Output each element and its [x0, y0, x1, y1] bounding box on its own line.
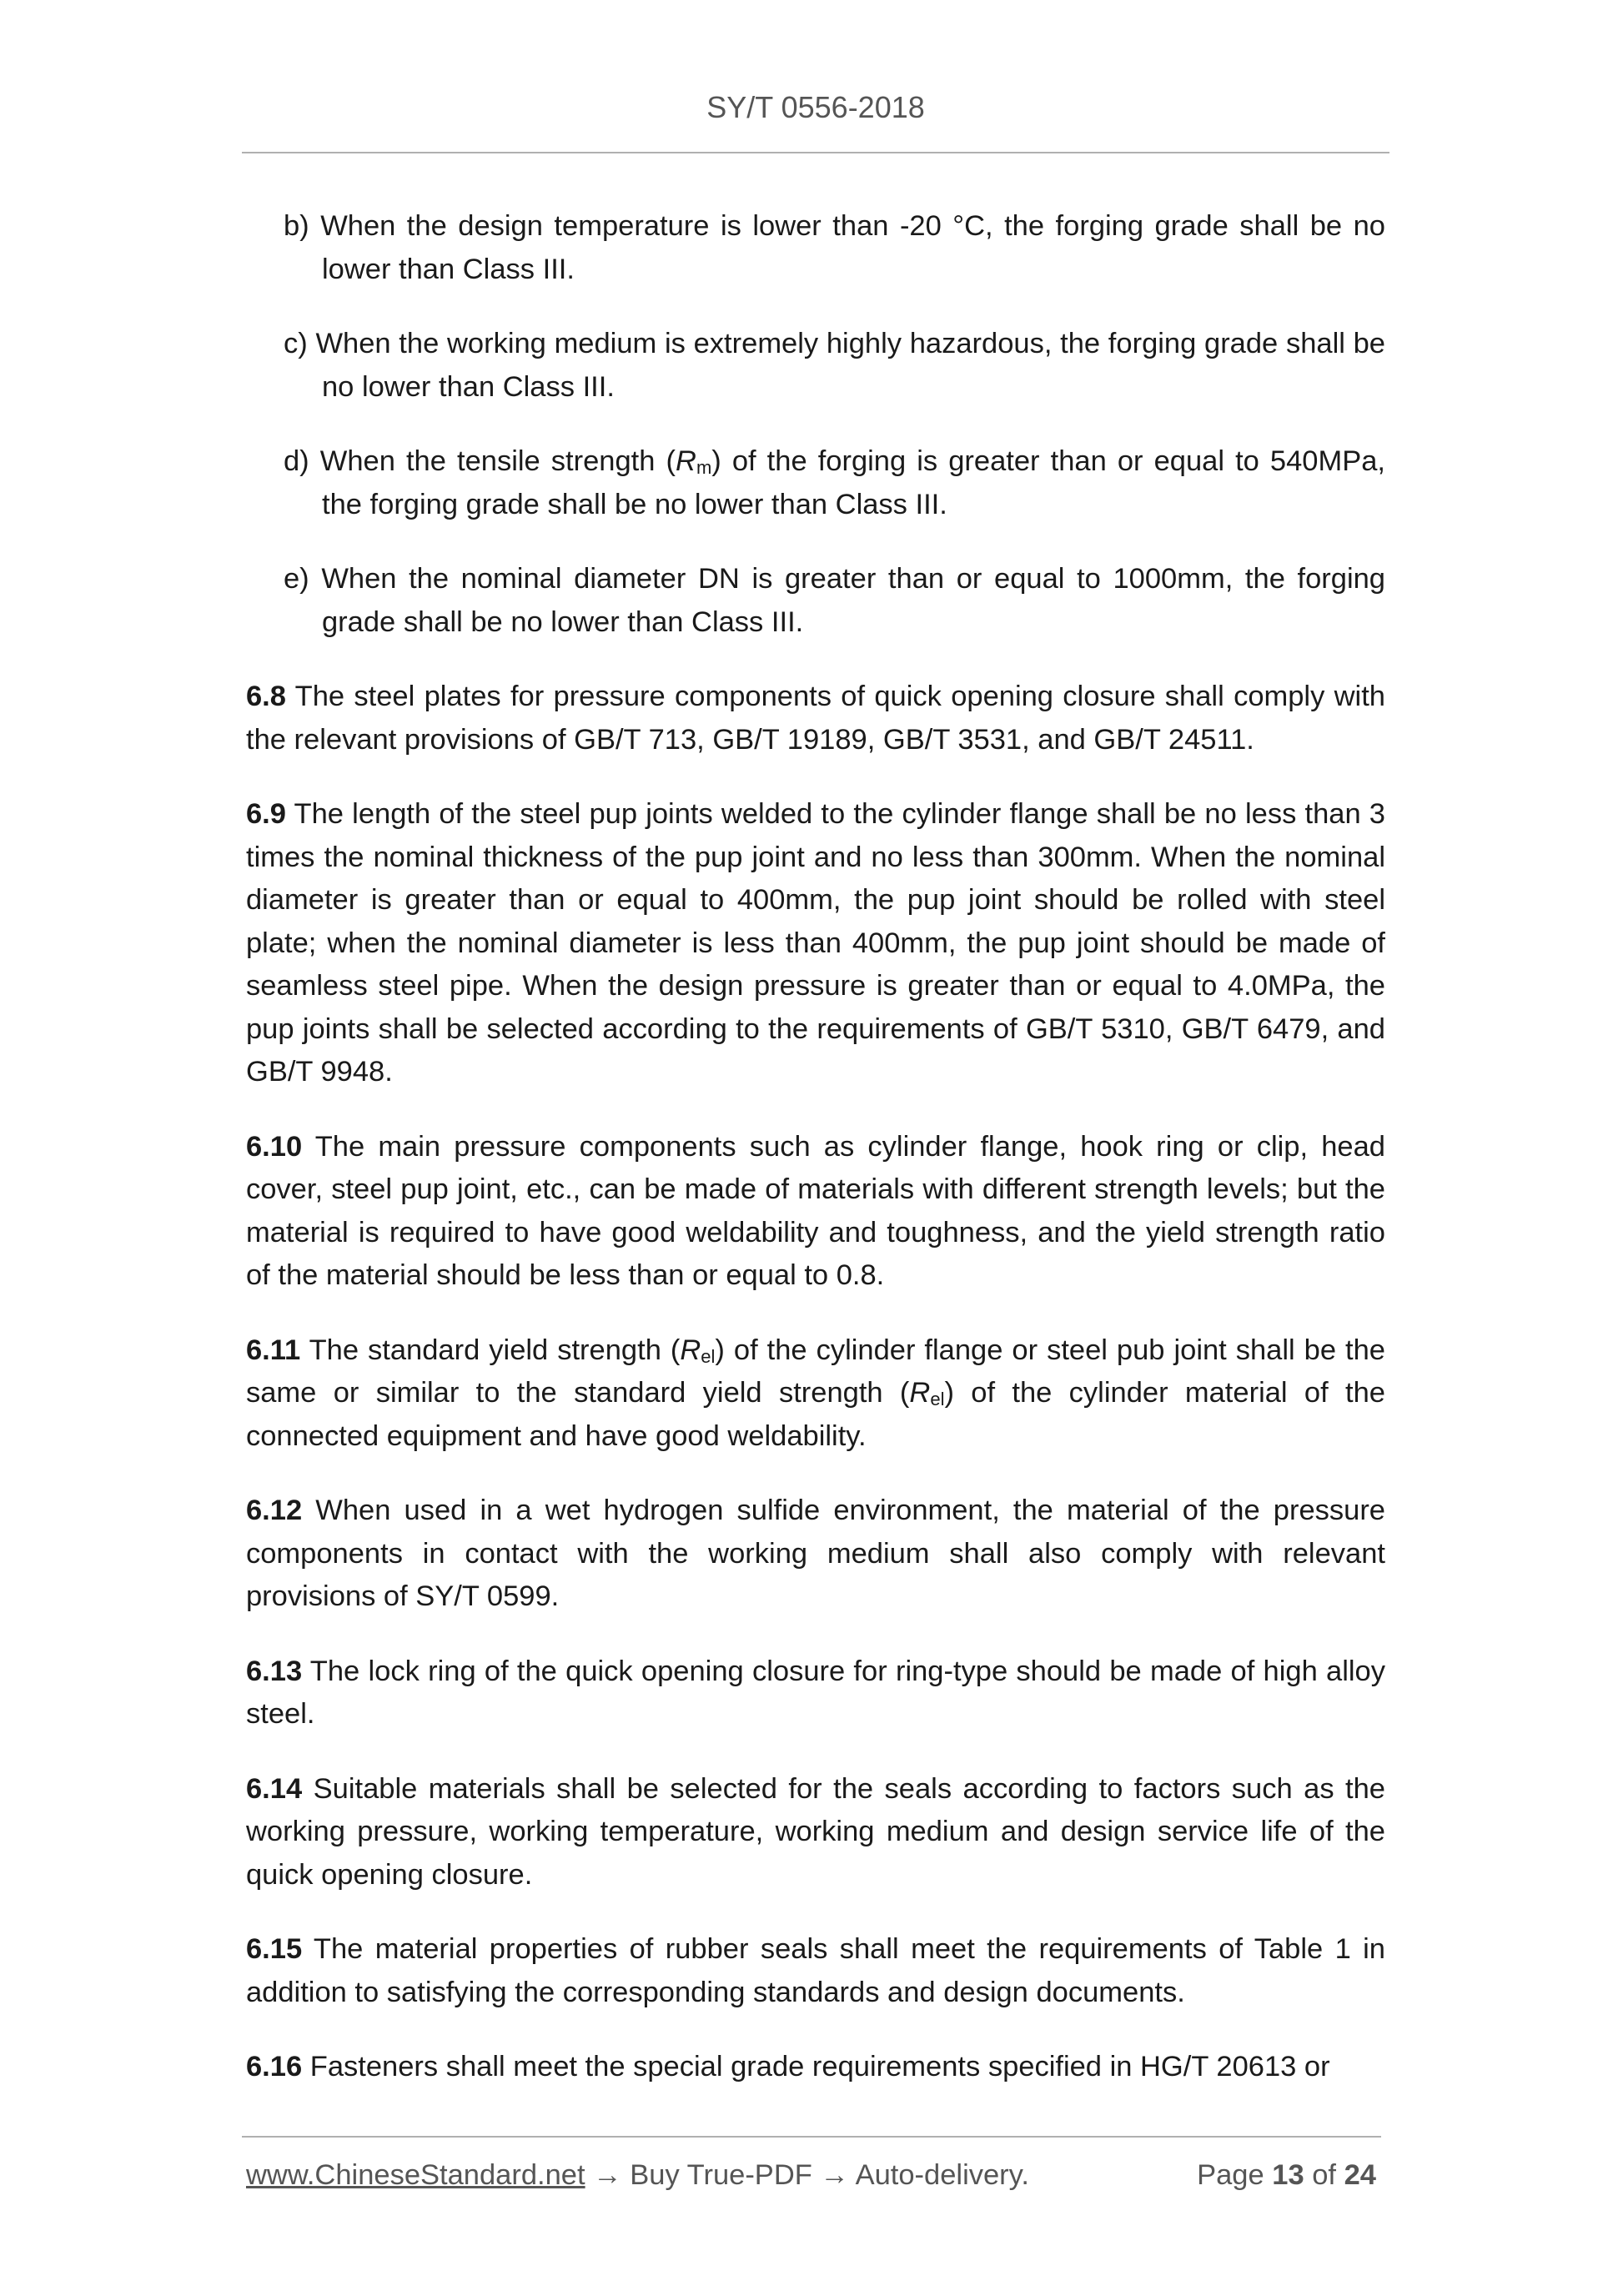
- clause-text: The standard yield strength (: [309, 1334, 681, 1366]
- total-pages-number: 24: [1344, 2159, 1376, 2191]
- list-item-e: [246, 558, 1385, 644]
- page-indicator: [1197, 2159, 1376, 2192]
- clause-text: ) of the cylinder flange or steel pub joint shall be the same or similar to the standard yield strength (: [246, 1334, 1385, 1409]
- list-item-text: When the nominal diameter DN is greater than or equal to 1000mm, the forging grade shall be no lower than Class III.: [321, 563, 1385, 638]
- symbol-subscript: el: [701, 1345, 716, 1367]
- header-divider: [242, 152, 1389, 153]
- clause-6-13: [246, 1650, 1385, 1736]
- clause-text: Suitable materials shall be selected for the seals according to factors such as the working pressure, working temperature, working medium and design service life of the quick opening closure.: [246, 1772, 1385, 1891]
- symbol-r: R: [909, 1377, 931, 1409]
- list-item-text: When the working medium is extremely highly hazardous, the forging grade shall be no lower than Class III.: [315, 328, 1385, 403]
- list-marker: d): [284, 445, 309, 477]
- list-item-text: ) of the forging is greater than or equal to 540MPa, the forging grade shall be no lower than Class III.: [322, 445, 1385, 520]
- clause-6-16: [246, 2046, 1385, 2089]
- page-header-doc-code: SY/T 0556-2018: [706, 90, 925, 124]
- clause-6-8: [246, 676, 1385, 761]
- website-link[interactable]: www.ChineseStandard.net: [246, 2159, 585, 2191]
- clause-number: 6.14: [246, 1772, 303, 1805]
- clause-number: 6.12: [246, 1495, 303, 1526]
- clause-text: Fasteners shall meet the special grade requirements specified in HG/T 20613 or: [309, 2051, 1330, 2082]
- clause-6-11: [246, 1329, 1385, 1459]
- current-page-number: 13: [1272, 2159, 1304, 2191]
- clause-text: When used in a wet hydrogen sulfide environment, the material of the pressure components in contact with the working medium shall also comply with relevant provisions of SY/T 0599.: [246, 1495, 1385, 1612]
- clause-text: The main pressure components such as cylinder flange, hook ring or clip, head cover, steel pup joint, etc., can be made of materials with different strength levels; but the material is required to have good weldability and toughness, and the yield strength ratio of the material should be less than or equal to 0.8.: [246, 1130, 1385, 1291]
- clause-text: ) of the cylinder material of the connected equipment and have good weldability.: [246, 1377, 1385, 1452]
- clause-6-9: [246, 793, 1385, 1094]
- page-label: Page: [1197, 2159, 1264, 2191]
- footer-divider: [242, 2136, 1381, 2138]
- clause-text: The lock ring of the quick opening closure for ring-type should be made of high alloy steel.: [246, 1655, 1385, 1730]
- symbol-subscript: m: [696, 457, 712, 478]
- clause-number: 6.10: [246, 1130, 303, 1163]
- list-item-b: [246, 205, 1385, 291]
- list-marker: e): [284, 563, 309, 595]
- page-of-label: of: [1312, 2159, 1337, 2191]
- list-marker: b): [284, 210, 309, 242]
- clause-6-10: [246, 1126, 1385, 1298]
- symbol-r: R: [676, 445, 696, 477]
- clause-number: 6.15: [246, 1933, 303, 1965]
- document-body: [246, 205, 1385, 2121]
- clause-text: The steel plates for pressure components of quick opening closure shall comply with the relevant provisions of GB/T 713, GB/T 19189, GB/T 3531, and GB/T 24511.: [246, 681, 1385, 756]
- clause-6-12: [246, 1490, 1385, 1619]
- symbol-r: R: [680, 1334, 701, 1366]
- clause-number: 6.9: [246, 798, 286, 830]
- footer-promo-text: → Buy True-PDF → Auto-delivery.: [585, 2159, 1029, 2191]
- clause-6-14: [246, 1768, 1385, 1897]
- clause-text: The length of the steel pup joints welded to the cylinder flange shall be no less than 3 times the nominal thickness of the pup joint and no less than 300mm. When the nominal diameter is greater than or equal to 400mm, the pup joint should be rolled with steel plate; when the nominal diameter is less than 400mm, the pup joint should be made of seamless steel pipe. When the design pressure is greater than or equal to 4.0MPa, the pup joints shall be selected according to the requirements of GB/T 5310, GB/T 6479, and GB/T 9948.: [246, 798, 1385, 1088]
- clause-number: 6.13: [246, 1655, 303, 1687]
- list-item-text: When the design temperature is lower than -20 °C, the forging grade shall be no lower than Class III.: [320, 210, 1385, 285]
- clause-6-15: [246, 1928, 1385, 2014]
- list-marker: c): [284, 328, 308, 359]
- symbol-subscript: el: [930, 1389, 945, 1409]
- list-item-c: [246, 323, 1385, 409]
- list-item-d: [246, 440, 1385, 526]
- list-item-text: When the tensile strength (: [319, 445, 676, 477]
- clause-number: 6.8: [246, 681, 286, 712]
- clause-number: 6.11: [246, 1334, 301, 1366]
- footer-promo: [246, 2159, 1029, 2192]
- clause-number: 6.16: [246, 2051, 303, 2082]
- clause-text: The material properties of rubber seals shall meet the requirements of Table 1 in addition to satisfying the corresponding standards and design documents.: [246, 1933, 1385, 2008]
